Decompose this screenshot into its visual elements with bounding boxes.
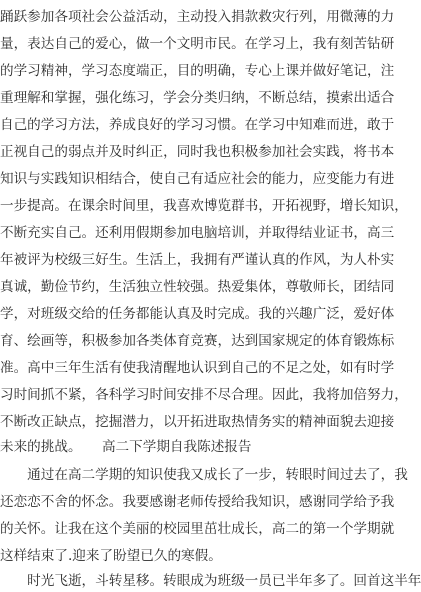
text-line: 踊跃参加各项社会公益活动，主动投入捐款救灾行列，用微薄的力 [0, 9, 395, 25]
text-line: 正视自己的弱点并及时纠正，同时我也积极参加社会实践，将书本 [0, 144, 395, 160]
text-line: 的学习精神，学习态度端正，目的明确，专心上课并做好笔记，注 [0, 63, 395, 79]
text-line: 这样结束了.迎来了盼望已久的寒假。 [0, 548, 222, 564]
text-line: 自己的学习方法，养成良好的学习习惯。在学习中知难而进，敢于 [0, 117, 395, 133]
text-line: 的关怀。让我在这个美丽的校园里茁壮成长，高二的第一个学期就 [0, 521, 395, 537]
text-line: 真诚，勤俭节约，生活独立性较强。热爱集体，尊敬师长，团结同 [0, 279, 395, 295]
text-line: 年被评为校级三好生。生活上，我拥有严谨认真的作风，为人朴实 [0, 252, 395, 268]
text-line: 重理解和掌握，强化练习，学会分类归纳，不断总结，摸索出适合 [0, 90, 395, 106]
text-line: 知识与实践知识相结合，使自己有适应社会的能力，应变能力有进 [0, 171, 395, 187]
text-line: 通过在高二学期的知识使我又成长了一步，转眼时间过去了，我 [0, 467, 408, 483]
text-line: 学，对班级交给的任务都能认真及时完成。我的兴趣广泛，爱好体 [0, 306, 395, 322]
text-line: 不断改正缺点，挖掘潜力，以开拓进取热情务实的精神面貌去迎接 [0, 414, 395, 430]
text-line: 习时间抓不紧，各科学习时间安排不尽合理。因此，我将加倍努力， [0, 387, 408, 403]
text-line: 育、绘画等，积极参加各类体育竞赛，达到国家规定的体育锻炼标 [0, 333, 395, 349]
text-line: 一步提高。在课余时间里，我喜欢博览群书，开拓视野，增长知识， [0, 198, 408, 214]
text-line: 准。高中三年生活有使我清醒地认识到自己的不足之处，如有时学 [0, 360, 395, 376]
text-line: 时光飞逝，斗转星移。转眼成为班级一员已半年多了。回首这半年 [0, 573, 421, 589]
text-line: 未来的挑战。 高二下学期自我陈述报告 [0, 439, 252, 455]
text-line: 量，表达自己的爱心，做一个文明市民。在学习上，我有刻苦钻研 [0, 36, 395, 52]
text-line: 不断充实自己。还利用假期参加电脑培训，并取得结业证书，高三 [0, 225, 395, 241]
text-line: 还恋恋不舍的怀念。我要感谢老师传授给我知识，感谢同学给予我 [0, 494, 395, 510]
